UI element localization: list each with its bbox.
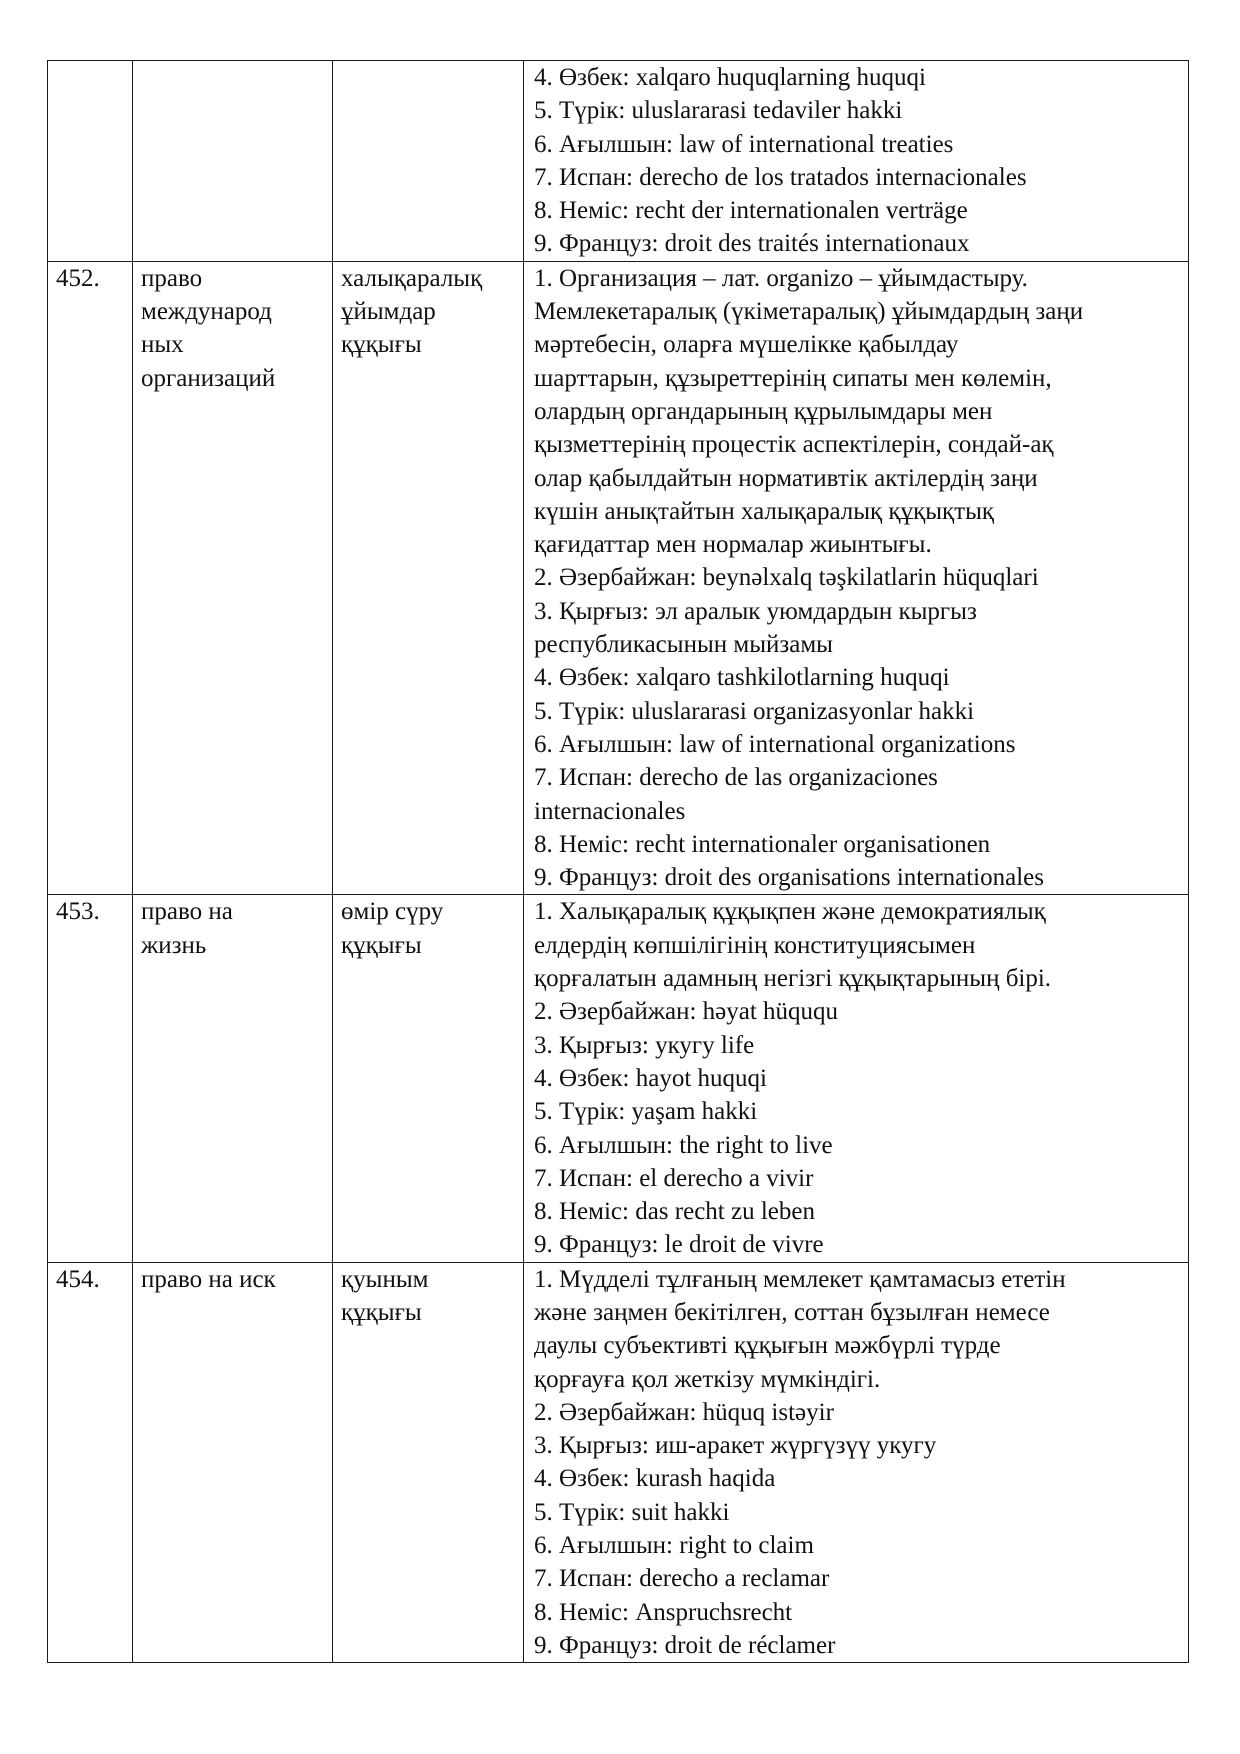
term-kazakh	[333, 1262, 524, 1663]
definition-line: қызметтерінің процестік аспектілерін, сондай-ақ	[534, 431, 1054, 459]
definition-line: қорғауға қол жеткізу мүмкіндігі.	[534, 1365, 881, 1393]
term-kazakh	[333, 61, 524, 262]
term-definition-cell	[524, 61, 1189, 262]
translation-line: internacionales	[534, 797, 686, 825]
term-kazakh-line: құқығы	[341, 931, 422, 959]
translation-line: 6. Ағылшын: law of international treaties	[534, 130, 954, 158]
term-number: 453.	[48, 895, 133, 1262]
term-russian-line: право	[141, 264, 203, 292]
term-row	[48, 1262, 1189, 1663]
translation-line: 5. Түрік: suit hakki	[534, 1498, 730, 1526]
translation-line: 4. Өзбек: xalqaro tashkilotlarning huquqi	[534, 664, 950, 692]
definition-line: және заңмен бекітілген, соттан бұзылған немесе	[534, 1298, 1050, 1326]
translation-line: 5. Түрік: yaşam hakki	[534, 1098, 758, 1126]
translation-line: 3. Қырғыз: иш-аракет жүргүзүү укугу	[534, 1432, 937, 1460]
term-kazakh-line: қуыным	[341, 1265, 429, 1293]
translation-line: 3. Қырғыз: эл аралык уюмдардын кыргыз	[534, 597, 977, 625]
terms-table	[47, 60, 1189, 1663]
definition-line: 1. Мүдделі тұлғаның мемлекет қамтамасыз ететін	[534, 1265, 1066, 1293]
translation-line: 9. Француз: droit des traités internationaux	[534, 230, 970, 258]
translation-line: 7. Испан: derecho de las organizaciones	[534, 764, 938, 792]
definition-line: қағидаттар мен нормалар жиынтығы.	[534, 531, 932, 559]
term-kazakh	[333, 261, 524, 895]
translation-line: 7. Испан: el derecho a vivir	[534, 1164, 814, 1192]
term-number: 452.	[48, 261, 133, 895]
translation-line: 2. Әзербайжан: beynəlxalq təşkilatlarin hüquqlari	[534, 564, 1039, 592]
definition-line: шарттарын, құзыреттерінің сипаты мен көлемін,	[534, 364, 1052, 392]
definition-line: 1. Халықаралық құқықпен және демократиялық	[534, 898, 1046, 926]
translation-line: 7. Испан: derecho a reclamar	[534, 1565, 830, 1593]
term-kazakh-line: ұйымдар	[341, 298, 436, 326]
term-kazakh-line: халықаралық	[341, 264, 483, 292]
definition-line: 1. Организация – лат. organizo – ұйымдастыру.	[534, 264, 1028, 292]
translation-line: 4. Өзбек: xalqaro huquqlarning huquqi	[534, 64, 926, 91]
translation-line: 8. Неміс: recht internationaler organisationen	[534, 830, 991, 858]
definition-line: олардың органдарының құрылымдары мен	[534, 397, 993, 425]
term-row	[48, 61, 1189, 262]
term-row	[48, 261, 1189, 895]
translation-line: 7. Испан: derecho de los tratados internacionales	[534, 163, 1027, 191]
definition-line: елдердің көпшілігінің конституциясымен	[534, 931, 976, 959]
translation-line: 4. Өзбек: kurash haqida	[534, 1465, 776, 1493]
term-russian-line: ных	[141, 331, 184, 359]
translation-line: 8. Неміс: Anspruchsrecht	[534, 1598, 793, 1626]
definition-line: мәртебесін, оларға мүшелікке қабылдау	[534, 331, 959, 359]
translation-line: республикасынын мыйзамы	[534, 631, 833, 659]
definition-line: қорғалатын адамның негізгі құқықтарының бірі.	[534, 965, 1052, 993]
definition-line: олар қабылдайтын нормативтік актілердің заңи	[534, 464, 1038, 492]
term-russian-line: международ	[141, 298, 272, 326]
translation-line: 2. Әзербайжан: hüquq istəyir	[534, 1398, 834, 1426]
translation-line: 3. Қырғыз: укугу life	[534, 1031, 755, 1059]
term-row	[48, 895, 1189, 1262]
term-russian	[133, 61, 333, 262]
term-kazakh-line: құқығы	[341, 331, 422, 359]
translation-line: 6. Ағылшын: right to claim	[534, 1532, 814, 1560]
term-kazakh-line: құқығы	[341, 1298, 422, 1326]
translation-line: 2. Әзербайжан: həyat hüququ	[534, 998, 839, 1026]
translation-line: 6. Ағылшын: law of international organizations	[534, 730, 1016, 758]
term-kazakh	[333, 895, 524, 1262]
translation-line: 8. Неміс: recht der internationalen verträge	[534, 197, 968, 225]
translation-line: 5. Түрік: uluslararasi organizasyonlar hakki	[534, 697, 975, 725]
definition-line: Мемлекетаралық (үкіметаралық) ұйымдардың заңи	[534, 298, 1084, 326]
term-kazakh-line: өмір сүру	[341, 898, 444, 926]
translation-line: 9. Француз: droit de réclamer	[534, 1631, 836, 1659]
definition-line: күшін анықтайтын халықаралық құқықтық	[534, 497, 995, 525]
term-definition-cell	[524, 1262, 1189, 1663]
terms-table-body	[48, 61, 1189, 1663]
term-russian-line: жизнь	[141, 931, 207, 959]
translation-line: 4. Өзбек: hayot huquqi	[534, 1064, 767, 1092]
term-number	[48, 61, 133, 262]
term-russian	[133, 261, 333, 895]
translation-line: 5. Түрік: uluslararasi tedaviler hakki	[534, 97, 903, 125]
translation-line: 6. Ағылшын: the right to live	[534, 1131, 833, 1159]
term-definition-cell	[524, 895, 1189, 1262]
term-russian	[133, 895, 333, 1262]
translation-line: 9. Француз: le droit de vivre	[534, 1231, 824, 1259]
term-definition-cell	[524, 261, 1189, 895]
term-russian-line: право на	[141, 898, 233, 926]
definition-line: даулы субъективті құқығын мәжбүрлі түрде	[534, 1332, 1001, 1360]
term-russian-line: право на иск	[141, 1265, 276, 1293]
term-number: 454.	[48, 1262, 133, 1663]
term-russian	[133, 1262, 333, 1663]
term-russian-line: организаций	[141, 364, 276, 392]
translation-line: 8. Неміс: das recht zu leben	[534, 1198, 815, 1226]
translation-line: 9. Француз: droit des organisations internationales	[534, 864, 1044, 892]
